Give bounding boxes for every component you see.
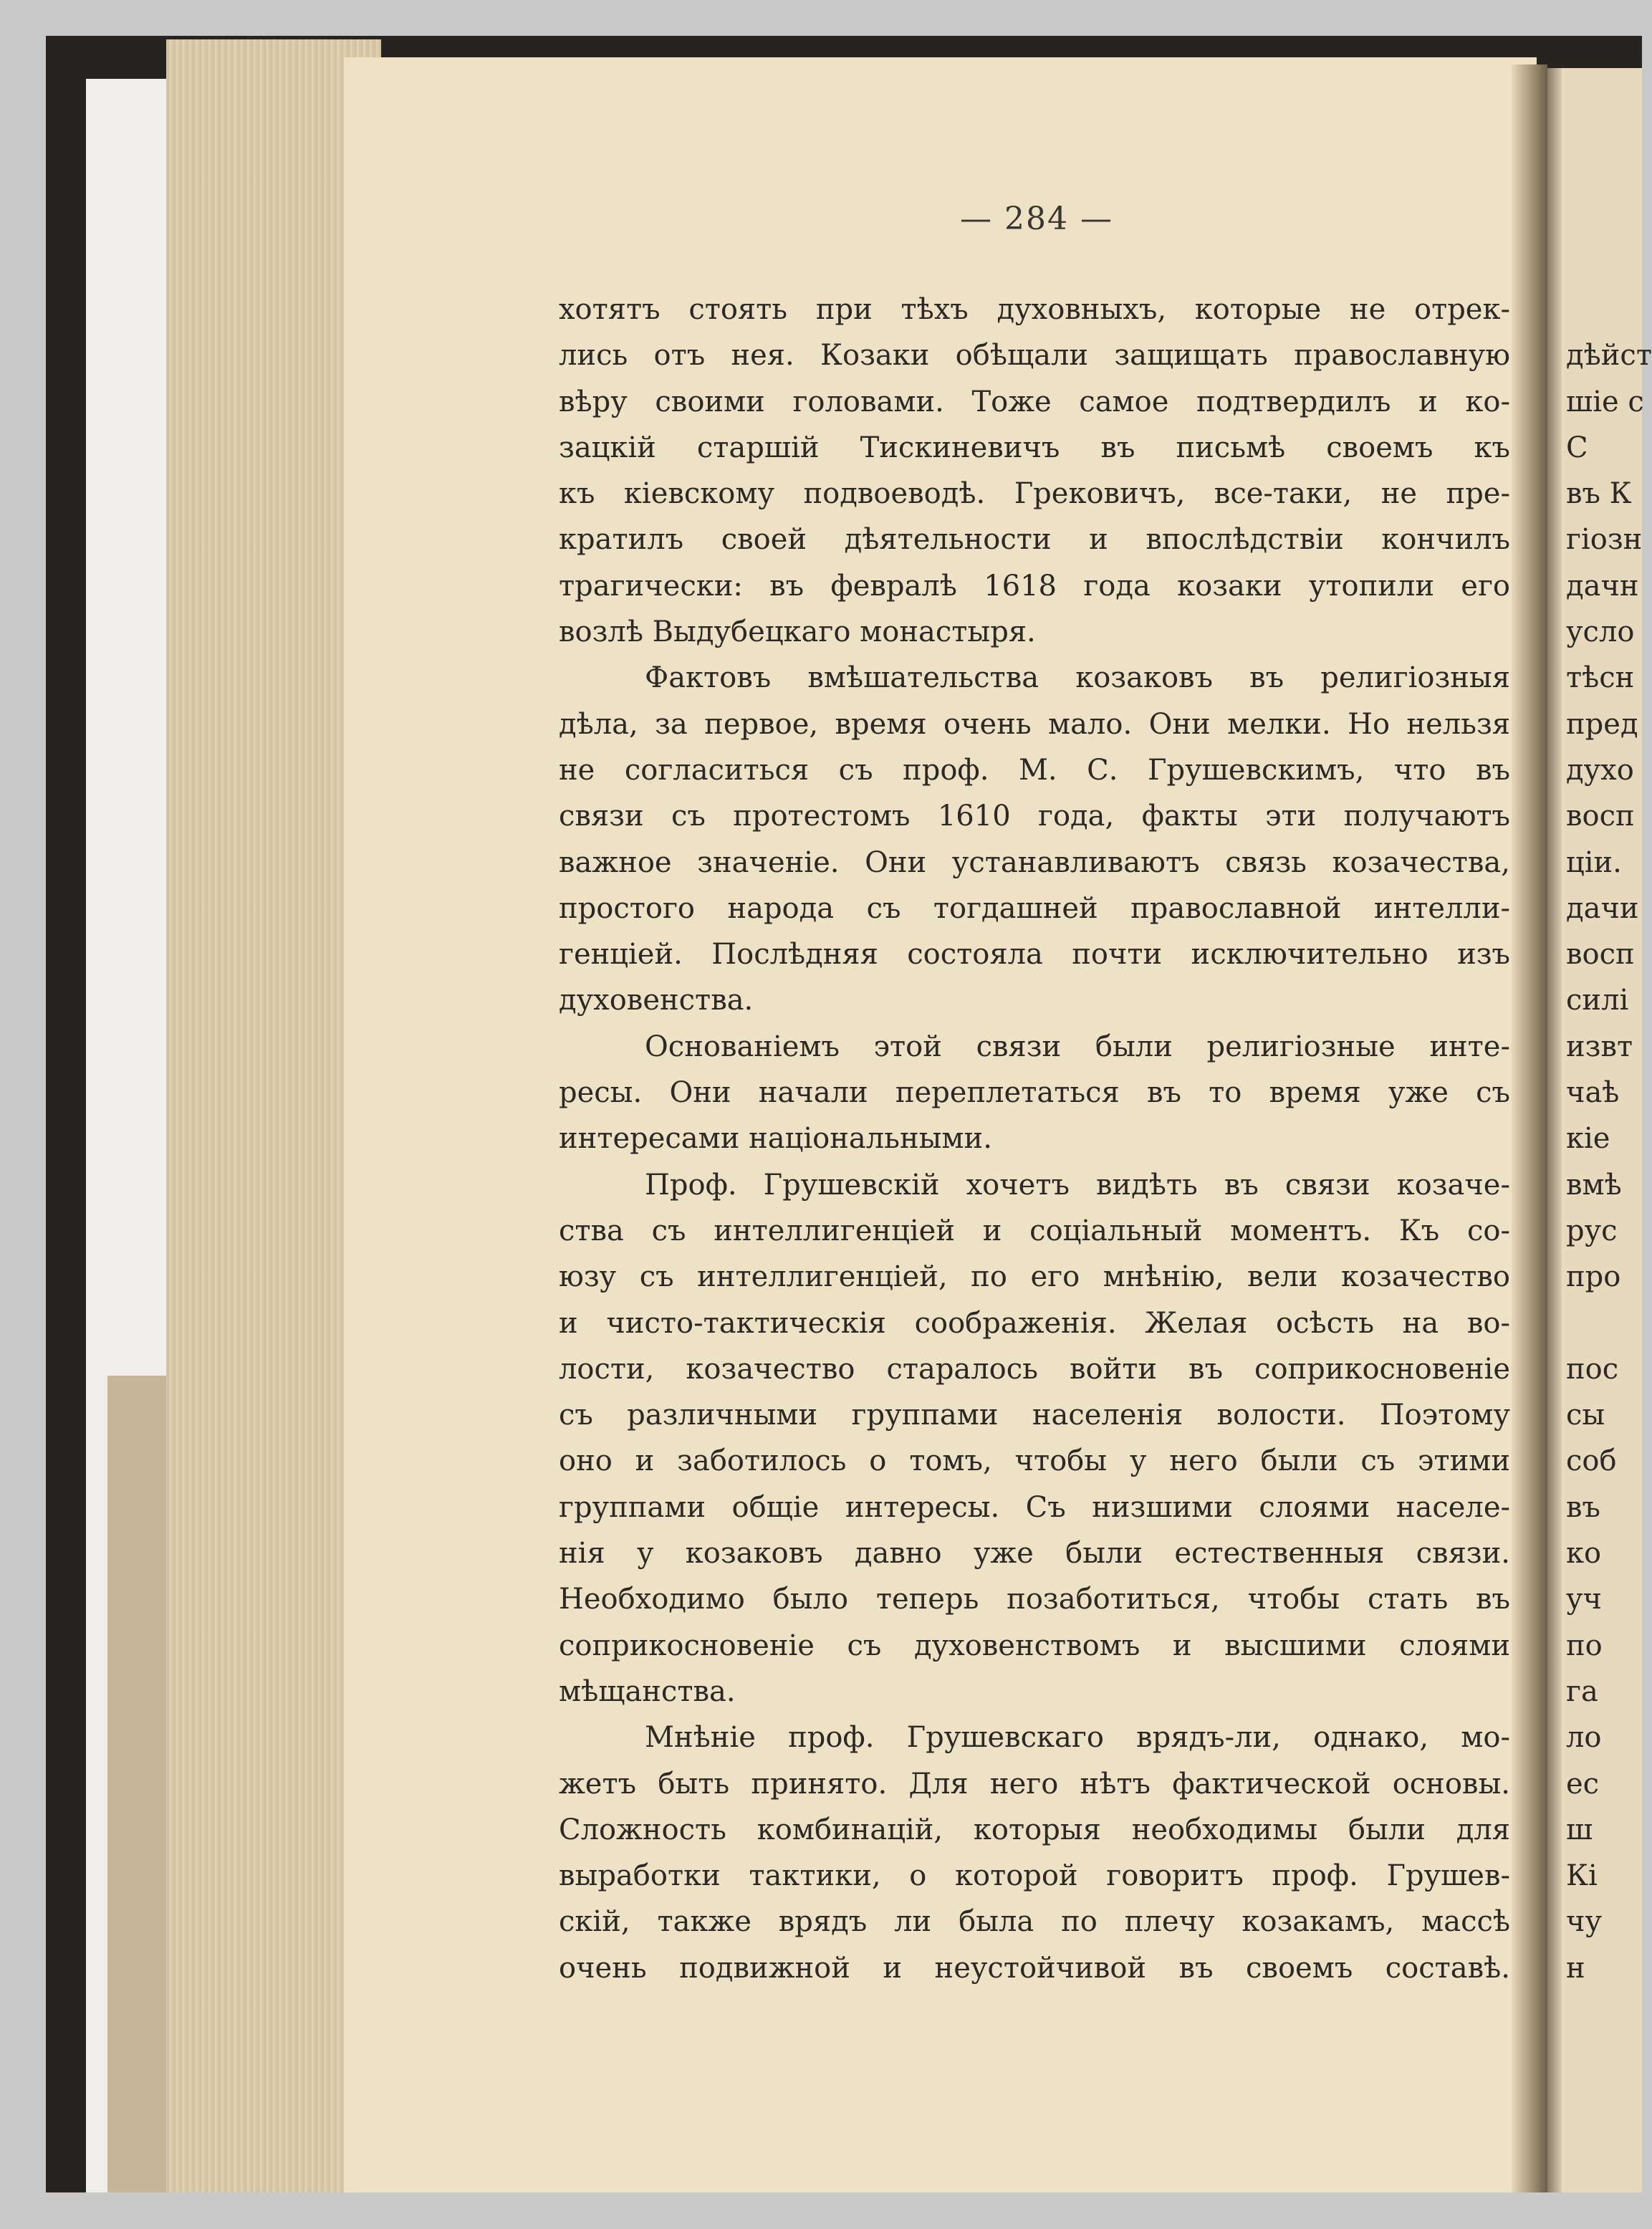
text-line: возлѣ Выдубецкаго монастыря. [559, 615, 1036, 649]
book-gutter [1512, 64, 1547, 2192]
text-line: ресы. Они начали переплетаться въ то время уже съ [559, 1076, 1510, 1110]
next-page-fragment: въ [1566, 1490, 1600, 1524]
next-page-fragment [1566, 1300, 1638, 1346]
next-page-fragment: пос [1566, 1352, 1619, 1386]
text-line: хотятъ стоять при тѣхъ духовныхъ, которые не отрек- [559, 293, 1510, 326]
next-page-fragment: ціи. [1566, 845, 1622, 879]
text-line: интересами національными. [559, 1122, 992, 1156]
next-page-fragment: ес [1566, 1767, 1600, 1801]
text-line: съ различными группами населенія волости. Поэтому [559, 1399, 1510, 1432]
next-page-fragment: тѣсн [1566, 661, 1635, 695]
next-page-fragment: про [1566, 1260, 1621, 1294]
paragraph-start-line: Мнѣніе проф. Грушевскаго врядъ-ли, однако, мо- [645, 1721, 1510, 1755]
text-line: связи съ протестомъ 1610 года, факты эти получаютъ [559, 800, 1510, 833]
next-page-fragment: Кі [1566, 1859, 1598, 1893]
next-page-fragment: га [1566, 1674, 1598, 1708]
next-page-fragment: кіе [1566, 1122, 1610, 1156]
next-page-fragment: С [1566, 431, 1588, 464]
next-page-fragment: ш [1566, 1813, 1593, 1846]
next-page-fragment: извт [1566, 1030, 1633, 1063]
next-page-fragment: соб [1566, 1444, 1617, 1478]
text-line: вѣру своими головами. Тоже самое подтвердилъ и ко- [559, 385, 1510, 418]
next-page-fragment: гіозн [1566, 523, 1643, 557]
next-page-fragment: дачи [1566, 891, 1639, 925]
text-line: Сложность комбинацій, которыя необходимы были для [559, 1813, 1510, 1846]
text-line: нія у козаковъ давно уже были естественныя связи. [559, 1537, 1510, 1571]
next-page-fragment: восп [1566, 800, 1635, 833]
next-page-fragment: дѣйст [1566, 339, 1652, 373]
next-page-fragment: восп [1566, 938, 1635, 972]
next-page-fragment: въ К [1566, 477, 1632, 511]
text-line: скій, также врядъ ли была по плечу козакамъ, массѣ [559, 1905, 1510, 1939]
text-line: очень подвижной и неустойчивой въ своемъ составѣ. [559, 1951, 1510, 1985]
text-line: соприкосновеніе съ духовенствомъ и высшими слоями [559, 1629, 1510, 1662]
paragraph-start-line: Проф. Грушевскій хочетъ видѣть въ связи козаче- [645, 1168, 1510, 1202]
body-text [559, 287, 1510, 1991]
text-line: дѣла, за первое, время очень мало. Они мелки. Но нельзя [559, 707, 1510, 741]
text-line: ства съ интеллигенціей и соціальный моментъ. Къ со- [559, 1214, 1510, 1247]
next-page-fragment: ко [1566, 1537, 1602, 1571]
text-line: къ кіевскому подвоеводѣ. Грековичъ, все-таки, не пре- [559, 477, 1510, 511]
text-line: лись отъ нея. Козаки обѣщали защищать православную [559, 339, 1510, 373]
paragraph-start-line: Основаніемъ этой связи были религіозные инте- [645, 1030, 1510, 1063]
next-page-fragment: ло [1566, 1721, 1602, 1755]
text-line: Необходимо было теперь позаботиться, чтобы стать въ [559, 1583, 1510, 1616]
text-line: генціей. Послѣдняя состояла почти исключительно изъ [559, 938, 1510, 972]
next-page-fragment: н [1566, 1951, 1585, 1985]
text-line: не согласиться съ проф. М. С. Грушевскимъ, что въ [559, 753, 1510, 787]
page-number: — 284 — [960, 201, 1113, 237]
text-line: жетъ быть принято. Для него нѣтъ фактической основы. [559, 1767, 1510, 1801]
text-line: важное значеніе. Они устанавливаютъ связь козачества, [559, 845, 1510, 879]
paragraph-start-line: Фактовъ вмѣшательства козаковъ въ религіозныя [645, 661, 1510, 695]
next-page-fragment: уч [1566, 1583, 1602, 1616]
text-line: юзу съ интеллигенціей, по его мнѣнію, вели козачество [559, 1260, 1510, 1294]
next-page-text [1566, 287, 1652, 1991]
next-page-fragment: силі [1566, 984, 1629, 1017]
text-line: духовенства. [559, 984, 754, 1017]
next-page-fragment: дачн [1566, 569, 1639, 603]
next-page-fragment: чаѣ [1566, 1076, 1620, 1110]
text-line: простого народа съ тогдашней православной интелли- [559, 891, 1510, 925]
next-page-fragment: сы [1566, 1399, 1605, 1432]
next-page-fragment: шіе с [1566, 385, 1644, 418]
next-page-fragment: чу [1566, 1905, 1602, 1939]
text-line: и чисто-тактическія соображенія. Желая осѣсть на во- [559, 1306, 1510, 1340]
next-page-fragment: по [1566, 1629, 1603, 1662]
text-line: трагически: въ февралѣ 1618 года козаки утопили его [559, 569, 1510, 603]
text-line: лости, козачество старалось войти въ соприкосновеніе [559, 1352, 1510, 1386]
text-line: мѣщанства. [559, 1674, 736, 1708]
text-line: выработки тактики, о которой говоритъ проф. Грушев- [559, 1859, 1510, 1893]
next-page-fragment: усло [1566, 615, 1635, 649]
text-line: кратилъ своей дѣятельности и впослѣдствіи кончилъ [559, 523, 1510, 557]
next-page-fragment: пред [1566, 707, 1638, 741]
next-page-fragment: рус [1566, 1214, 1618, 1247]
text-line: зацкій старшій Тискиневичъ въ письмѣ своемъ къ [559, 431, 1510, 464]
next-page-fragment [1566, 287, 1638, 332]
text-line: оно и заботилось о томъ, чтобы у него были съ этими [559, 1444, 1510, 1478]
text-line: группами общіе интересы. Съ низшими слоями населе- [559, 1490, 1510, 1524]
next-page-fragment: духо [1566, 753, 1634, 787]
next-page-fragment: вмѣ [1566, 1168, 1622, 1202]
